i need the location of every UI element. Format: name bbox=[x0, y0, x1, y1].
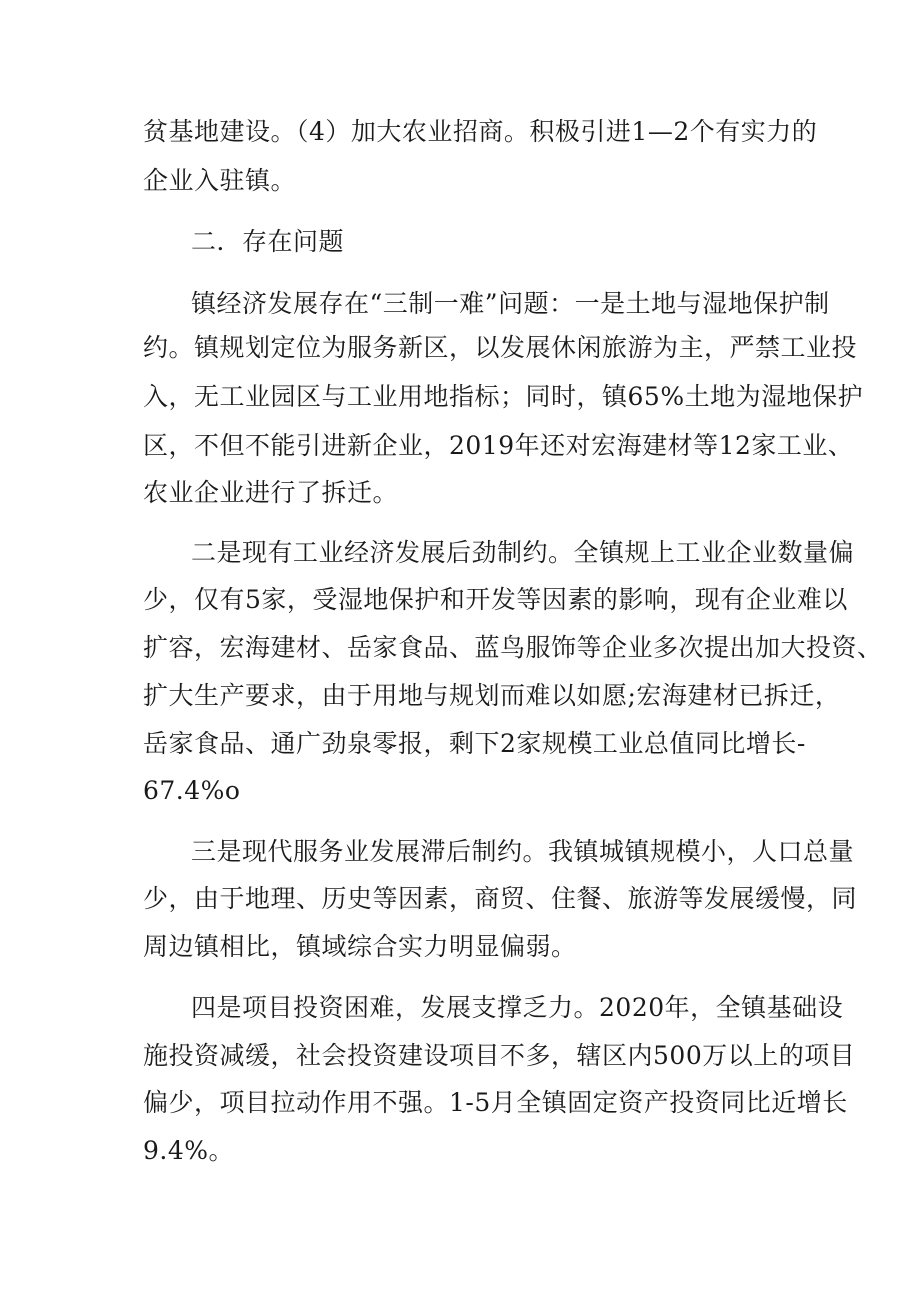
text-line: 少，仅有5家，受湿地保护和开发等因素的影响，现有企业难以 bbox=[143, 585, 848, 614]
text-line: 入，无工业园区与工业用地指标；同时，镇65%土地为湿地保护 bbox=[143, 382, 864, 411]
text-line: 区，不但不能引进新企业，2019年还对宏海建材等12家工业、 bbox=[143, 431, 854, 460]
text-line: 镇经济发展存在“三制一难”问题：一是土地与湿地保护制 bbox=[191, 289, 830, 318]
text-line: 农业企业进行了拆迁。 bbox=[143, 478, 399, 507]
text-line: 9.4%。 bbox=[143, 1136, 235, 1165]
text-line: 岳家食品、通广劲泉零报，剩下2家规模工业总值同比增长- bbox=[143, 729, 806, 758]
text-line: 少，由于地理、历史等因素，商贸、住餐、旅游等发展缓慢，同 bbox=[143, 884, 858, 913]
text-line: 贫基地建设。（4）加大农业招商。积极引进1—2个有实力的 bbox=[143, 117, 818, 146]
text-line: 扩大生产要求，由于用地与规划而难以如愿;宏海建材已拆迁， bbox=[143, 681, 841, 710]
text-line: 企业入驻镇。 bbox=[143, 166, 297, 195]
text-line: 四是项目投资困难，发展支撑乏力。2020年，全镇基础设 bbox=[191, 993, 844, 1022]
text-line: 约。镇规划定位为服务新区，以发展休闲旅游为主，严禁工业投 bbox=[143, 333, 858, 362]
text-line: 二是现有工业经济发展后劲制约。全镇规上工业企业数量偏 bbox=[191, 538, 855, 567]
text-line: 偏少，项目拉动作用不强。1-5月全镇固定资产投资同比近增长 bbox=[143, 1088, 848, 1117]
text-line: 67.4%o bbox=[143, 776, 241, 805]
text-line: 扩容，宏海建材、岳家食品、蓝鸟服饰等企业多次提出加大投资、 bbox=[143, 633, 883, 662]
text-line: 周边镇相比，镇域综合实力明显偏弱。 bbox=[143, 932, 577, 961]
text-line: 三是现代服务业发展滞后制约。我镇城镇规模小，人口总量 bbox=[191, 837, 855, 866]
text-line: 施投资减缓，社会投资建设项目不多，辖区内500万以上的项目 bbox=[143, 1041, 856, 1070]
section-heading: 二．存在问题 bbox=[191, 227, 345, 256]
